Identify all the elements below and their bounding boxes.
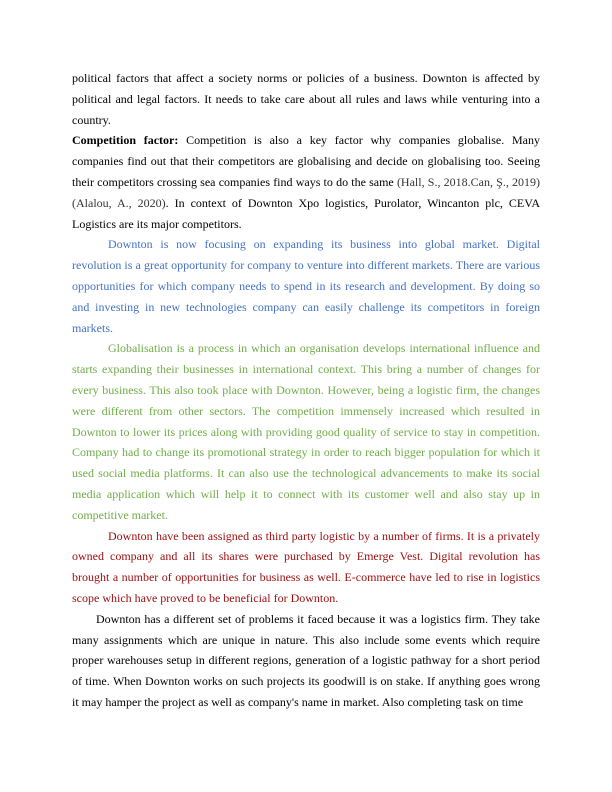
paragraph-globalisation: Globalisation is a process in which an organisation develops international influence and starts expanding their businesses in international context. This bring a number of changes for every business. This also took place with Downton. However, being a logistic firm, the changes were different from other sectors. The competition immensely increased which resulted in Downton to lower its prices along with providing good quality of service to stay in competition. Company had to change its promotional strategy in order to reach bigger population for which it used social media platforms. It can also use the technological advancements to make its social media application which will help it to connect with its customer well and also stay up in competitive market. <box>72 341 540 522</box>
paragraph-global-market: Downton is now focusing on expanding its business into global market. Digital revolution is a great opportunity for company to venture into different markets. There are various opportunities for which company needs to spend in its research and development. By doing so and investing in new technologies company can easily challenge its competitors in foreign markets. <box>72 237 540 335</box>
competition-citation: (Hall, S., 2018.Can, Ş., 2019) (Alalou, A., 2020) <box>72 174 540 210</box>
competition-factor-heading: Competition factor: <box>72 133 179 148</box>
competition-text-a: Competition is also a key factor why companies globalise. Many companies find out that their competitors are globalising and decide on globalising too. Seeing their competitors crossing sea companies find ways to do the same <box>72 133 540 189</box>
document-page <box>72 68 540 713</box>
competition-text-b: . In context of Downton Xpo logistics, Purolator, Wincanton plc, CEVA Logistics are its major competitors. <box>72 195 540 231</box>
paragraph-third-party-logistic: Downton have been assigned as third party logistic by a number of firms. It is a privately owned company and all its shares were purchased by Emerge Vest. Digital revolution has brought a number of opportunities for business as well. E-commerce have led to rise in logistics scope which have proved to be beneficial for Downton. <box>72 528 540 605</box>
paragraph-competition-factor <box>72 130 540 234</box>
paragraph-logistics-problems: Downton has a different set of problems it faced because it was a logistics firm. They take many assignments which are unique in nature. This also include some events which require proper warehouses setup in different regions, generation of a logistic pathway for a short period of time. When Downton works on such projects its goodwill is on stake. If anything goes wrong it may hamper the project as well as company's name in market. Also completing task on time <box>72 611 540 709</box>
paragraph-political-factors: political factors that affect a society norms or policies of a business. Downton is affected by political and legal factors. It needs to take care about all rules and laws while venturing into a country. <box>72 71 540 127</box>
